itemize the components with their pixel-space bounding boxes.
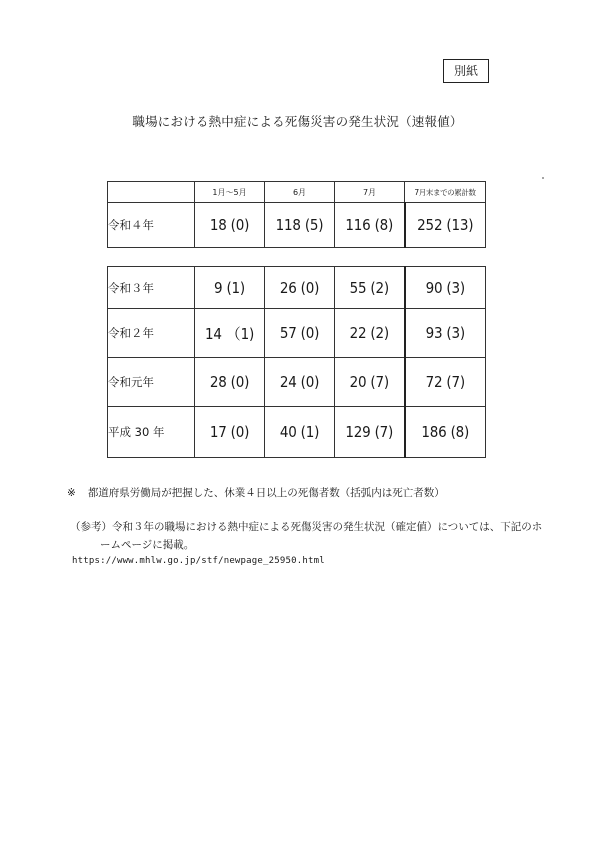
- cell-cumulative: 186 (8): [405, 407, 486, 458]
- reference-line-1: （参考）令和３年の職場における熱中症による死傷災害の発生状況（確定値）については、下記のホ: [70, 521, 543, 533]
- table-row: [108, 407, 486, 458]
- cell-cumulative: 72 (7): [405, 358, 486, 407]
- scan-speck: [542, 177, 544, 179]
- cell-july: 129 (7): [335, 407, 405, 458]
- attachment-label: 別紙: [443, 59, 489, 83]
- cell-cumulative: 252 (13): [405, 203, 486, 248]
- cell-jan-may: 17 (0): [195, 407, 265, 458]
- cell-june: 57 (0): [265, 309, 335, 358]
- header-row: [108, 182, 486, 203]
- table-row: [108, 203, 486, 248]
- header-cell-july: 7月: [335, 182, 405, 203]
- cell-june: 24 (0): [265, 358, 335, 407]
- row-year-label: 令和４年: [108, 203, 195, 248]
- header-cell-june: 6月: [265, 182, 335, 203]
- row-year-label: 平成 30 年: [108, 407, 195, 458]
- row-year-label: 令和２年: [108, 309, 195, 358]
- header-cell-cumulative: 7月末までの累計数: [405, 182, 486, 203]
- cell-jan-may: 18 (0): [195, 203, 265, 248]
- page-title: 職場における熱中症による死傷災害の発生状況（速報値）: [132, 114, 463, 129]
- cell-july: 20 (7): [335, 358, 405, 407]
- cell-jan-may: 9 (1): [195, 267, 265, 309]
- reference-url-link[interactable]: https://www.mhlw.go.jp/stf/newpage_25950.html: [72, 556, 325, 566]
- reference-note: [70, 518, 545, 554]
- cell-cumulative: 93 (3): [405, 309, 486, 358]
- cell-july: 55 (2): [335, 267, 405, 309]
- cell-cumulative: 90 (3): [405, 267, 486, 309]
- past-years-table: [107, 266, 486, 458]
- cell-jan-may: 14 （1): [195, 309, 265, 358]
- table-row: [108, 309, 486, 358]
- table-row: [108, 267, 486, 309]
- cell-june: 26 (0): [265, 267, 335, 309]
- footnote-text: 都道府県労働局が把握した、休業４日以上の死傷者数（括弧内は死亡者数）: [87, 487, 445, 499]
- row-year-label: 令和元年: [108, 358, 195, 407]
- cell-jan-may: 28 (0): [195, 358, 265, 407]
- reference-line-2: ームページに掲載。: [100, 539, 195, 551]
- cell-june: 118 (5): [265, 203, 335, 248]
- header-cell-jan-may: 1月～5月: [195, 182, 265, 203]
- row-year-label: 令和３年: [108, 267, 195, 309]
- cell-july: 116 (8): [335, 203, 405, 248]
- table-row: [108, 358, 486, 407]
- current-year-table: [107, 181, 486, 248]
- cell-june: 40 (1): [265, 407, 335, 458]
- footnote: [67, 485, 445, 500]
- header-cell-blank: [108, 182, 195, 203]
- footnote-mark: ※: [67, 487, 76, 499]
- cell-july: 22 (2): [335, 309, 405, 358]
